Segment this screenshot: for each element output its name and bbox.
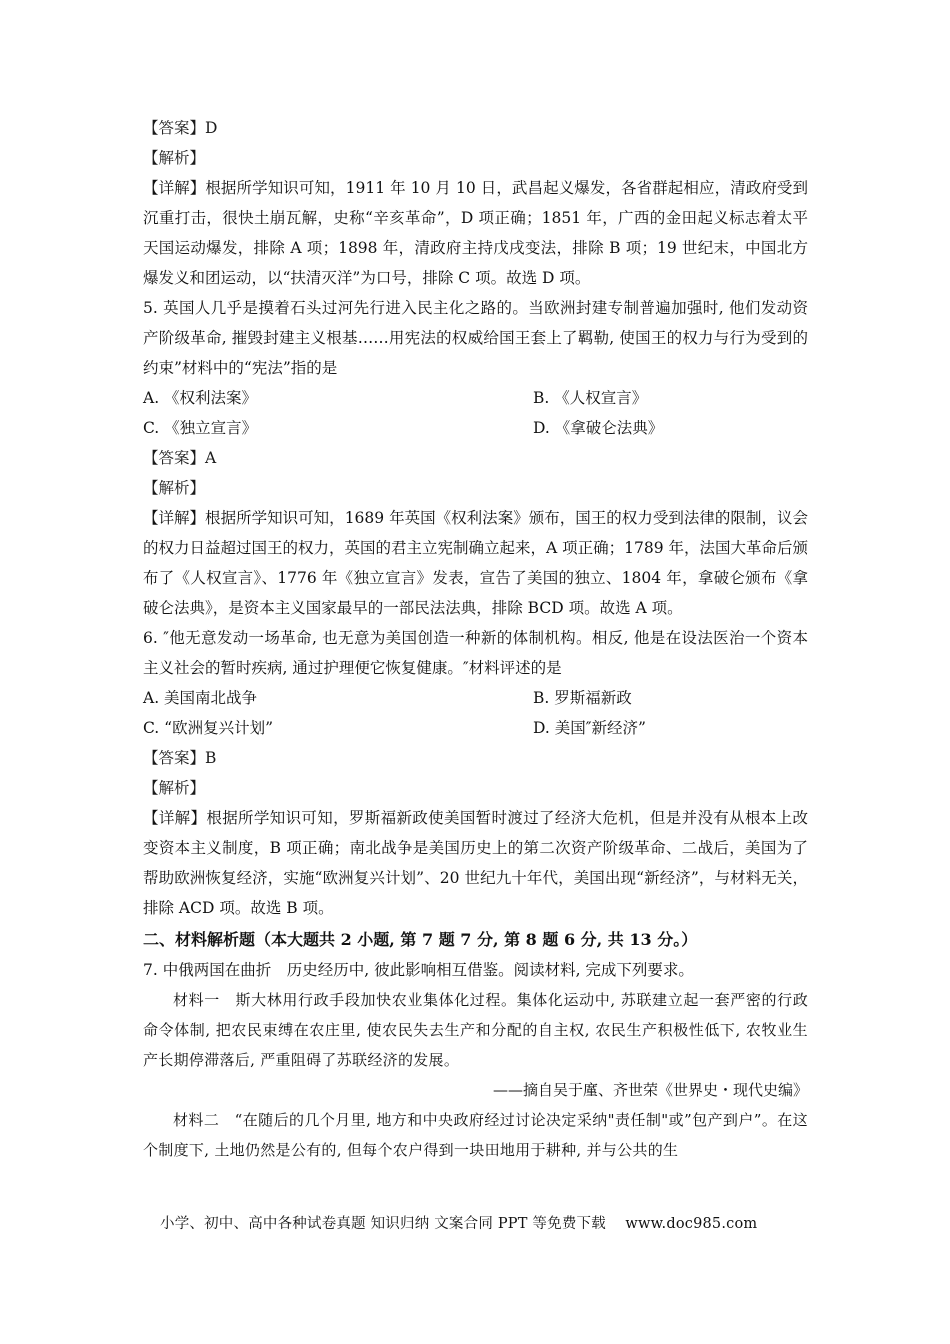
q6-analysis-label: 【解析】 [143, 779, 206, 797]
q5-answer: 【答案】A [143, 449, 217, 467]
q5-option-b: B. 《人权宣言》 [533, 389, 648, 407]
q4-detail: 【详解】根据所学知识可知，1911 年 10 月 10 日，武昌起义爆发，各省群起相应，清政府受到沉重打击，很快土崩瓦解，史称“辛亥革命”，D 项正确；1851 年，广西的金田起义标志着太平天国运动爆发，排除 A 项；1898 年，清政府主持戊戌变法，排除 B 项；19 世纪末，中国北方爆发义和团运动，以“扶清灭洋”为口号，排除 C 项。故选 D 项。 [143, 179, 808, 287]
q5-analysis-label: 【解析】 [143, 479, 206, 497]
q6-options-row-1 [143, 683, 808, 713]
q7-stem: 7. 中俄两国在曲折 历史经历中, 彼此影响相互借鉴。阅读材料, 完成下列要求。 [143, 961, 694, 979]
q5-option-d: D. 《拿破仑法典》 [533, 419, 664, 437]
q6-option-a: A. 美国南北战争 [143, 689, 258, 707]
q7-source-1: ——摘自吴于廑、齐世荣《世界史・现代史编》 [492, 1081, 808, 1099]
q4-analysis-label: 【解析】 [143, 149, 206, 167]
q6-option-d: D. 美国″新经济” [533, 719, 646, 737]
section-2-title: 二、材料解析题（本大题共 2 小题, 第 7 题 7 分, 第 8 题 6 分, 共 13 分。） [143, 930, 698, 949]
q6-option-b: B. 罗斯福新政 [533, 689, 632, 707]
q5-stem: 5. 英国人几乎是摸着石头过河先行进入民主化之路的。当欧洲封建专制普遍加强时, 他们发动资产阶级革命, 摧毁封建主义根基……用宪法的权威给国王套上了羁勒, 使国王的权力与行为受到的约束”材料中的“宪法”指的是 [143, 299, 808, 377]
q6-answer: 【答案】B [143, 749, 217, 767]
q5-options-row-1 [143, 383, 808, 413]
q5-detail: 【详解】根据所学知识可知，1689 年英国《权利法案》颁布，国王的权力受到法律的限制，议会的权力日益超过国王的权力，英国的君主立宪制确立起来，A 项正确；1789 年，法国大革命后颁布了《人权宣言》、1776 年《独立宣言》发表，宣告了美国的独立、1804 年，拿破仑颁布《拿破仑法典》，是资本主义国家最早的一部民法法典，排除 BCD 项。故选 A 项。 [143, 509, 808, 617]
q6-detail: 【详解】根据所学知识可知，罗斯福新政使美国暂时渡过了经济大危机，但是并没有从根本上改变资本主义制度，B 项正确；南北战争是美国历史上的第二次资产阶级革命、二战后，美国为了帮助欧洲恢复经济，实施“欧洲复兴计划”、20 世纪九十年代，美国出现“新经济”，与材料无关，排除 ACD 项。故选 B 项。 [143, 809, 808, 917]
q5-option-c: C. 《独立宣言》 [143, 419, 258, 437]
q5-option-a: A. 《权利法案》 [143, 389, 258, 407]
q4-answer: 【答案】D [143, 119, 218, 137]
q7-material-2: 材料二 “在随后的几个月里, 地方和中央政府经过讨论决定采纳"责任制"或”包产到户”。在这个制度下, 土地仍然是公有的, 但每个农户得到一块田地用于耕种, 并与公共的生 [143, 1111, 808, 1159]
q5-options-row-2 [143, 413, 808, 443]
q6-options-row-2 [143, 713, 808, 743]
q6-option-c: C. “欧洲复兴计划” [143, 719, 274, 737]
page-content [143, 113, 808, 1165]
page-footer: 小学、初中、高中各种试卷真题 知识归纳 文案合同 PPT 等免费下载 www.doc985.com [160, 1216, 758, 1232]
q6-stem: 6. ″他无意发动一场革命, 也无意为美国创造一种新的体制机构。相反, 他是在设法医治一个资本主义社会的暂时疾病, 通过护理便它恢复健康。″材料评述的是 [143, 629, 808, 677]
q7-material-1: 材料一 斯大林用行政手段加快农业集体化过程。集体化运动中, 苏联建立起一套严密的行政命令体制, 把农民束缚在农庄里, 使农民失去生产和分配的自主权, 农民生产积极性低下, 农牧业生产长期停滞落后, 严重阻碍了苏联经济的发展。 [143, 991, 808, 1069]
